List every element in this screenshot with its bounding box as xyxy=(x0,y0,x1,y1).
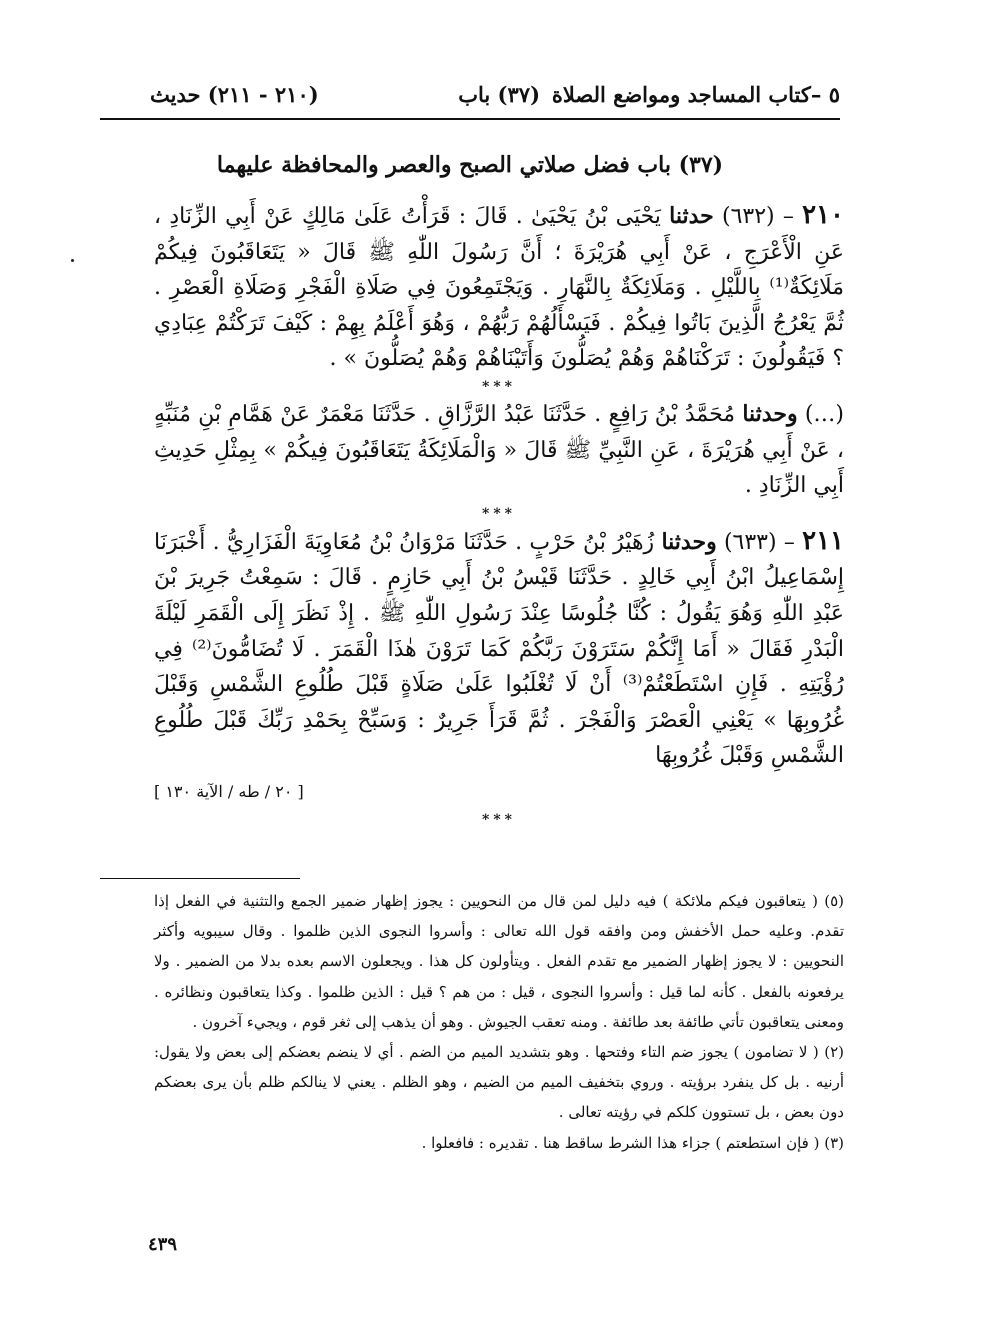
footnote-rule xyxy=(100,878,300,879)
footnotes xyxy=(154,886,844,1158)
separator-stars: *** xyxy=(482,811,516,828)
haddathana-word: حدثنا xyxy=(669,203,714,229)
hadith-211 xyxy=(154,524,844,774)
footnote-1: (٥) ( يتعاقبون فيكم ملائكة ) فيه دليل لمن قال من النحويين : يجوز إظهار ضمير الجمع والتثنية في الفعل إذا تقدم. وعليه حمل الأخفش ومن وافقه قول الله تعالى : وأسروا النجوى الذين ظلموا . وقال سيبويه وأكثر النحويين : لا يجوز إظهار الضمير مع تقدم الفعل . ويتأولون كل هذا . ويجعلون الاسم بعده بدلا من الضمير . ولا يرفعونه بالفعل . كأنه لما قيل : وأسروا النجوى ، قيل : من هم ؟ قيل : الذين ظلموا . وكذا يتعاقبون ونظائره . ومعنى يتعاقبون تأتي طائفة بعد طائفة . ومنه تعقب الجيوش . وهو أن يذهب إلى ثغر قوم ، ويجيء آخرون . xyxy=(154,892,844,1031)
hadith-ref: (…) xyxy=(797,401,844,427)
header-rule xyxy=(100,118,840,120)
header-hadith-range: (٢١٠ - ٢١١) حديث xyxy=(150,82,319,107)
header-book-title: ٥ –كتاب المساجد ومواضع الصلاة xyxy=(551,82,840,107)
hadith-210 xyxy=(154,198,844,377)
footnote-2: (٢) ( لا تضامون ) يجوز ضم التاء وفتحها . وهو بتشديد الميم من الضم . أي لا ينضم بعضكم إلى بعض ولا يقول: أرنيه . بل كل ينفرد برؤيته . وروي بتخفيف الميم من الضيم ، وهو الظلم . يعني لا ينالكم ظلم بأن يرى بعضكم دون بعض ، بل تستوون كلكم في رؤيته تعالى . xyxy=(154,1043,844,1122)
footnote-3: (٣) ( فإن استطعتم ) جزاء هذا الشرط ساقط هنا . تقديره : فافعلوا . xyxy=(421,1133,844,1152)
hadith-ref: – (٦٣٣) xyxy=(716,529,803,555)
main-text xyxy=(154,198,844,830)
hadith-body: زُهَيْرُ بْنُ حَرْبٍ . حَدَّثَنَا مَرْوَانُ بْنُ مُعَاوِيَةَ الْفَزَارِيُّ . أَخْبَرَنَا إِسْمَاعِيلُ ابْنُ أَبِي خَالِدٍ . حَدَّثَنَا قَيْسُ بْنُ أَبِي حَازِمٍ . قَالَ : سَمِعْتُ جَرِيرَ بْنَ عَبْدِ اللّٰهِ وَهُوَ يَقُولُ : كُنَّا جُلُوسًا عِنْدَ رَسُولِ اللّٰهِ ﷺ . إِذْ نَظَرَ إِلَى الْقَمَرِ لَيْلَةَ الْبَدْرِ فَقَالَ « أَمَا إِنَّكُمْ سَتَرَوْنَ رَبَّكُمْ كَمَا تَرَوْنَ هٰذَا الْقَمَرَ . لَا تُضَامُّونَ⁽²⁾ فِي رُؤْيَتِهِ . فَإِنِ اسْتَطَعْتُمْ⁽³⁾ أَنْ لَا تُغْلَبُوا عَلَىٰ صَلَاةٍ قَبْلَ طُلُوعِ الشَّمْسِ وَقَبْلَ غُرُوبِهَا » يَعْنِي الْعَصْرَ وَالْفَجْرَ . ثُمَّ قَرَأَ جَرِيرٌ : وَسَبِّحْ بِحَمْدِ رَبِّكَ قَبْلَ طُلُوعِ الشَّمْسِ وَقَبْلَ غُرُوبِهَا xyxy=(154,529,845,769)
hadith-number: ٢١١ xyxy=(802,525,845,556)
hadith-body: مُحَمَّدُ بْنُ رَافِعٍ . حَدَّثَنَا عَبْدُ الرَّزَّاقِ . حَدَّثَنَا مَعْمَرٌ عَنْ هَمَّامِ بْنِ مُنَبِّهٍ ، عَنْ أَبِي هُرَيْرَةَ ، عَنِ النَّبِيِّ ﷺ قَالَ « وَالْمَلَائِكَةُ يَتَعَاقَبُونَ فِيكُمْ » بِمِثْلِ حَدِيثِ أَبِي الزِّنَادِ . xyxy=(154,401,844,499)
ink-speck xyxy=(71,259,74,262)
haddathana-word: وحدثنا xyxy=(742,400,798,427)
hadith-number: ٢١٠ xyxy=(802,200,844,230)
page-number: ٤٣٩ xyxy=(148,1234,178,1255)
chapter-title: (٣٧) باب فضل صلاتي الصبح والعصر والمحافظة عليهما xyxy=(216,152,724,178)
separator-stars: *** xyxy=(482,378,516,395)
separator-stars: *** xyxy=(482,505,516,522)
verse-reference: [ ٢٠ / طه / الآية ١٣٠ ] xyxy=(154,781,304,801)
hadith-ref: – (٦٣٢) xyxy=(713,204,803,229)
hadith-210-variant xyxy=(154,397,844,504)
haddathana-word: وحدثنا xyxy=(661,528,717,555)
header-chapter: (٣٧) باب xyxy=(458,82,540,107)
running-header xyxy=(150,82,840,116)
hadith-body: يَحْيَى بْنُ يَحْيَىٰ . قَالَ : قَرَأْتُ عَلَىٰ مَالِكٍ عَنْ أَبِي الزِّنَادِ ، عَنِ الْأَعْرَجِ ، عَنْ أَبِي هُرَيْرَةَ ؛ أَنَّ رَسُولَ اللّٰهِ ﷺ قَالَ « يَتَعَاقَبُونَ فِيكُمْ مَلَائِكَةٌ⁽¹⁾ بِاللَّيْلِ . وَمَلَائِكَةٌ بِالنَّهَارِ . وَيَجْتَمِعُونَ فِي صَلَاةِ الْفَجْرِ وَصَلَاةِ الْعَصْرِ . ثُمَّ يَعْرُجُ الَّذِينَ بَاتُوا فِيكُمْ . فَيَسْأَلُهُمْ رَبُّهُمْ ، وَهُوَ أَعْلَمُ بِهِمْ : كَيْفَ تَرَكْتُمْ عِبَادِي ؟ فَيَقُولُونَ : تَرَكْنَاهُمْ وَهُمْ يُصَلُّونَ وَأَتَيْنَاهُمْ وَهُمْ يُصَلُّونَ » . xyxy=(154,204,844,372)
